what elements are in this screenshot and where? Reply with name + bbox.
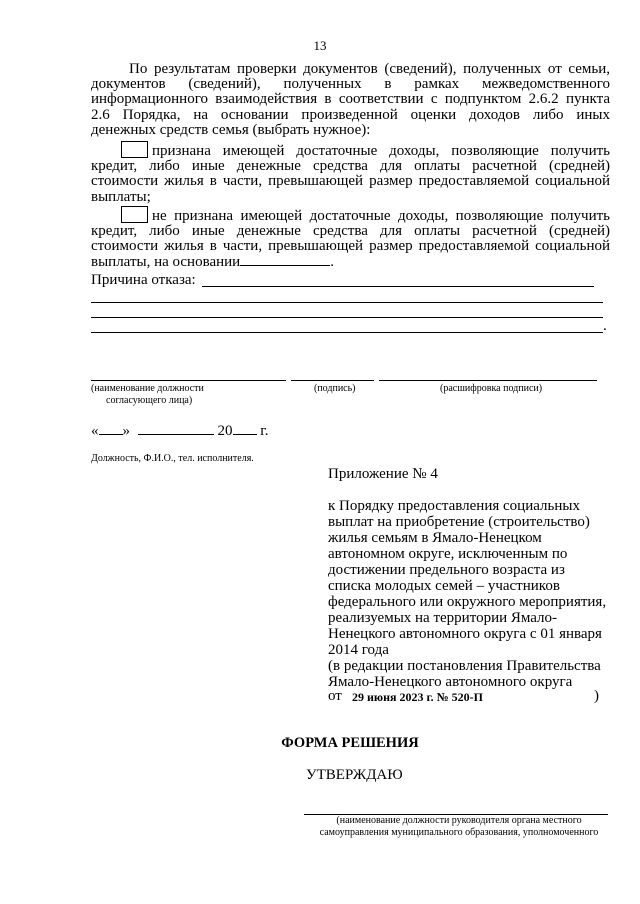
option-line: выплаты; (91, 188, 151, 205)
basis-blank[interactable] (240, 265, 330, 266)
option-rejected (91, 206, 610, 270)
appendix-title: Приложение № 4 (328, 466, 438, 482)
intro-line: денежных средств семья (выбрать нужное): (91, 121, 371, 138)
executor-label: Должность, Ф.И.О., тел. исполнителя. (91, 453, 254, 464)
refusal-row (91, 272, 196, 288)
year-blank[interactable] (233, 434, 257, 435)
intro-line: информационного взаимодействия в соответствии с подпунктом 2.6.2 пункта (91, 91, 610, 108)
edition-date: 29 июня 2023 г. № 520-П (352, 690, 483, 704)
approved-checkbox[interactable] (121, 141, 148, 158)
decode-caption: (расшифровка подписи) (440, 383, 543, 394)
intro-line: документов (сведений), полученных в рамках межведомственного (91, 76, 610, 93)
option-line: признана имеющей достаточные доходы, позволяющие получить (152, 143, 610, 159)
approver-caption: (наименование должности руководителя органа местного самоуправления муниципального образования, уполномоченного (319, 815, 599, 838)
option-line: стоимости жилья в части, превышающей размер предоставляемой социальной (91, 238, 610, 255)
intro-line: 2.6 Порядка, на основании произведенной оценки доходов либо иных (91, 106, 610, 123)
option-line: стоимости жилья в части, превышающей размер предоставляемой социальной (91, 173, 610, 190)
option-approved (91, 141, 610, 205)
month-blank[interactable] (138, 434, 214, 435)
intro-paragraph (91, 62, 610, 138)
rejected-checkbox[interactable] (121, 206, 148, 223)
position-caption: (наименование должности согласующего лица) (91, 383, 204, 406)
date-row: « » 20 г. (91, 423, 269, 439)
refusal-line[interactable] (91, 302, 603, 303)
refusal-end: . (603, 318, 607, 334)
edition-row: от 29 июня 2023 г. № 520-П ) (328, 688, 599, 704)
appendix-text: к Порядку предоставления социальных выплат на приобретение (строительство) жилья семьям в Ямало-Ненецком автономном округе, исключенным по достижении предельного возраста из списка молодых семей – участников федерального или окружного мероприятия, реализуемых на территории Ямало- Ненецкого автономного округа с 01 января 2014 года (в редакции постановления Правительства Ямало-Ненецкого автономного округа (328, 498, 607, 690)
signature-caption: (подпись) (314, 383, 356, 394)
position-line[interactable] (91, 380, 286, 381)
option-end: . (330, 253, 334, 270)
option-line: выплаты, на основании (91, 253, 241, 270)
form-title: ФОРМА РЕШЕНИЯ (281, 735, 419, 751)
option-line: не признана имеющей достаточные доходы, позволяющие получить (152, 208, 610, 224)
refusal-line[interactable] (91, 332, 603, 333)
approve-label: УТВЕРЖДАЮ (306, 767, 403, 783)
intro-line: По результатам проверки документов (сведений), полученных от семьи, (129, 61, 610, 77)
page-number: 13 (313, 38, 327, 53)
day-blank[interactable] (99, 434, 123, 435)
refusal-line[interactable] (202, 286, 594, 287)
refusal-label: Причина отказа: (91, 272, 196, 288)
refusal-line[interactable] (91, 317, 603, 318)
decode-line[interactable] (379, 380, 597, 381)
option-line: кредит, либо иные денежные средства для оплаты расчетной (средней) (91, 158, 610, 175)
signature-line[interactable] (291, 380, 374, 381)
option-line: кредит, либо иные денежные средства для оплаты расчетной (средней) (91, 223, 610, 240)
